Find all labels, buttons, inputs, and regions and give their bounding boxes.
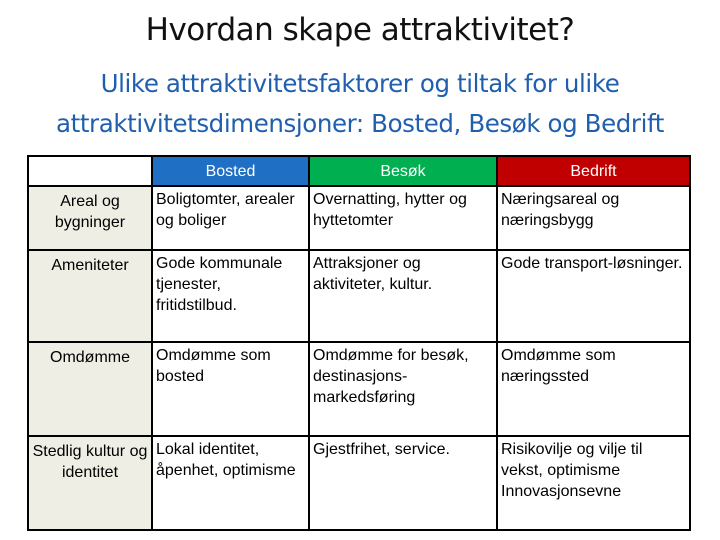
header-bosted: Bosted <box>152 156 309 186</box>
slide-title: Hvordan skape attraktivitet? <box>145 12 575 48</box>
table-cell: Omdømme som næringssted <box>497 342 690 436</box>
attractiveness-table <box>27 155 691 531</box>
row-label: Areal og bygninger <box>28 186 152 250</box>
header-row <box>28 156 690 186</box>
header-bedrift: Bedrift <box>497 156 690 186</box>
header-besok: Besøk <box>309 156 497 186</box>
subtitle-line-1: Ulike attraktivitetsfaktorer og tiltak for ulike <box>100 69 620 98</box>
table-cell: Overnatting, hytter og hyttetomter <box>309 186 497 250</box>
table-cell: Gode kommunale tjenester, fritidstilbud. <box>152 250 309 342</box>
table-cell: Lokal identitet, åpenhet, optimisme <box>152 436 309 530</box>
table-cell: Næringsareal og næringsbygg <box>497 186 690 250</box>
table-row <box>28 342 690 436</box>
row-label: Ameniteter <box>28 250 152 342</box>
table-cell: Omdømme for besøk, destinasjons-markedsføring <box>309 342 497 436</box>
subtitle-line-2: attraktivitetsdimensjoner: Bosted, Besøk og Bedrift <box>56 109 664 138</box>
table-cell: Risikovilje og vilje til vekst, optimisme Innovasjonsevne <box>497 436 690 530</box>
table-cell: Boligtomter, arealer og boliger <box>152 186 309 250</box>
slide-subtitle <box>0 64 720 144</box>
table-cell: Omdømme som bosted <box>152 342 309 436</box>
header-blank <box>28 156 152 186</box>
row-label: Omdømme <box>28 342 152 436</box>
table-row <box>28 436 690 530</box>
table-row <box>28 186 690 250</box>
table-cell: Gode transport-løsninger. <box>497 250 690 342</box>
table-cell: Gjestfrihet, service. <box>309 436 497 530</box>
row-label: Stedlig kultur og identitet <box>28 436 152 530</box>
table-row <box>28 250 690 342</box>
table-cell: Attraksjoner og aktiviteter, kultur. <box>309 250 497 342</box>
